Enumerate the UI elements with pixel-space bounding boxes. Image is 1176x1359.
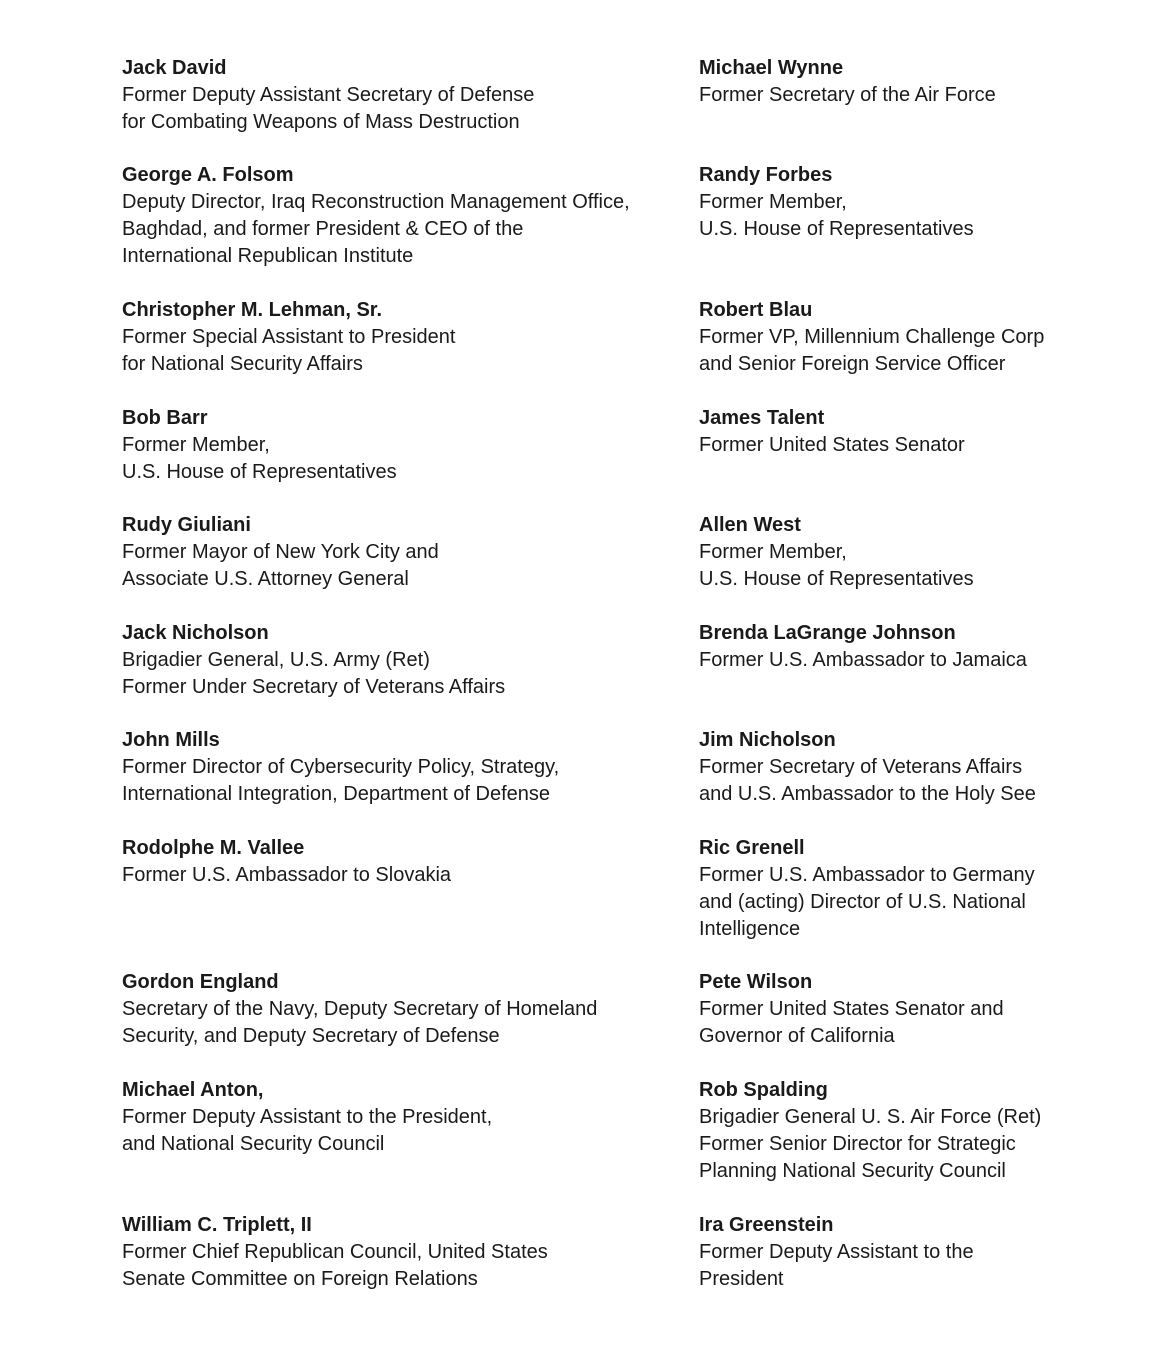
signatory-name: James Talent (699, 407, 825, 429)
signatory-entry (122, 1077, 682, 1158)
signatory-name: Ric Grenell (699, 837, 805, 859)
signatory-title-line: International Republican Institute (122, 245, 414, 267)
signatory-entry (699, 1212, 1159, 1293)
signatory-title-line: Security, and Deputy Secretary of Defense (122, 1025, 500, 1047)
signatory-entry (122, 297, 682, 378)
signatory-title-line: Secretary of the Navy, Deputy Secretary of Homeland (122, 998, 598, 1020)
signatory-title-line: Brigadier General U. S. Air Force (Ret) (699, 1106, 1042, 1128)
signatory-title-line: Former Deputy Assistant Secretary of Defense (122, 84, 535, 106)
signatory-title-line: Former Member, (122, 434, 270, 456)
signatory-entry (122, 55, 682, 136)
signatory-title-line: U.S. House of Representatives (699, 218, 974, 240)
signatory-entry (122, 1212, 682, 1293)
signatory-title-line: Former Deputy Assistant to the President, (122, 1106, 493, 1128)
signatory-title-line: Former Special Assistant to President (122, 326, 456, 348)
signatory-name: Rudy Giuliani (122, 514, 251, 536)
signatory-name: Michael Anton, (122, 1079, 264, 1101)
signatory-title-line: Former U.S. Ambassador to Slovakia (122, 864, 452, 886)
signatory-title-line: Senate Committee on Foreign Relations (122, 1268, 478, 1290)
signatory-title-line: and U.S. Ambassador to the Holy See (699, 783, 1036, 805)
signatory-title-line: Former Senior Director for Strategic (699, 1133, 1016, 1155)
signatory-name: John Mills (122, 729, 220, 751)
signatory-title-line: Associate U.S. Attorney General (122, 568, 409, 590)
signatory-title-line: Former Under Secretary of Veterans Affairs (122, 676, 506, 698)
signatory-name: Allen West (699, 514, 801, 536)
signatory-entry (699, 297, 1159, 378)
signatory-entry (699, 55, 1159, 109)
signatory-title-line: Former Mayor of New York City and (122, 541, 439, 563)
signatory-title-line: Former United States Senator and (699, 998, 1004, 1020)
signatory-title-line: Former Member, (699, 191, 847, 213)
signatory-name: George A. Folsom (122, 164, 294, 186)
signatory-name: Ira Greenstein (699, 1214, 834, 1236)
signatory-name: Jack David (122, 57, 227, 79)
signatory-title-line: International Integration, Department of Defense (122, 783, 551, 805)
signatory-entry (122, 620, 682, 701)
signatory-entry (122, 835, 682, 889)
signatory-entry (122, 512, 682, 593)
signatory-title-line: Former Chief Republican Council, United States (122, 1241, 548, 1263)
signatory-title-line: Former Secretary of the Air Force (699, 84, 996, 106)
signatory-name: Rob Spalding (699, 1079, 828, 1101)
signatory-name: Randy Forbes (699, 164, 833, 186)
signatory-title-line: Former Director of Cybersecurity Policy, Strategy, (122, 756, 560, 778)
signatory-name: William C. Triplett, II (122, 1214, 312, 1236)
signatory-title-line: and Senior Foreign Service Officer (699, 353, 1006, 375)
signatory-entry (122, 162, 682, 270)
signatory-title-line: Planning National Security Council (699, 1160, 1006, 1182)
signatory-title-line: U.S. House of Representatives (122, 461, 397, 483)
signatory-name: Christopher M. Lehman, Sr. (122, 299, 383, 321)
signatory-name: Michael Wynne (699, 57, 844, 79)
signatory-title-line: for National Security Affairs (122, 353, 363, 375)
signatory-title-line: Former VP, Millennium Challenge Corp (699, 326, 1045, 348)
signatory-name: Robert Blau (699, 299, 813, 321)
signatory-entry (699, 835, 1159, 943)
signatory-name: Brenda LaGrange Johnson (699, 622, 956, 644)
signatory-entry (699, 512, 1159, 593)
signatory-entry (122, 405, 682, 486)
signatory-name: Gordon England (122, 971, 279, 993)
signatory-title-line: Baghdad, and former President & CEO of the (122, 218, 524, 240)
signatory-entry (699, 969, 1159, 1050)
signatory-title-line: Former Member, (699, 541, 847, 563)
signatory-entry (699, 727, 1159, 808)
signatory-title-line: Intelligence (699, 918, 801, 940)
signatory-title-line: U.S. House of Representatives (699, 568, 974, 590)
signatory-title-line: Former United States Senator (699, 434, 965, 456)
signatory-name: Rodolphe M. Vallee (122, 837, 305, 859)
signatory-name: Jack Nicholson (122, 622, 269, 644)
signatory-title-line: Former U.S. Ambassador to Jamaica (699, 649, 1027, 671)
signatory-title-line: for Combating Weapons of Mass Destruction (122, 111, 520, 133)
signatory-title-line: Former U.S. Ambassador to Germany (699, 864, 1035, 886)
signatory-name: Bob Barr (122, 407, 208, 429)
signatory-title-line: and National Security Council (122, 1133, 385, 1155)
signatory-title-line: President (699, 1268, 784, 1290)
signatory-title-line: and (acting) Director of U.S. National (699, 891, 1026, 913)
signatory-title-line: Deputy Director, Iraq Reconstruction Management Office, (122, 191, 630, 213)
signatory-title-line: Brigadier General, U.S. Army (Ret) (122, 649, 430, 671)
signatory-name: Jim Nicholson (699, 729, 836, 751)
signatory-entry (699, 405, 1159, 459)
signatory-title-line: Governor of California (699, 1025, 895, 1047)
signatory-title-line: Former Secretary of Veterans Affairs (699, 756, 1023, 778)
signatory-entry (699, 162, 1159, 243)
signatory-name: Pete Wilson (699, 971, 813, 993)
signatory-entry (122, 727, 682, 808)
signatory-entry (699, 1077, 1159, 1185)
signatory-entry (699, 620, 1159, 674)
signatory-entry (122, 969, 682, 1050)
signatory-title-line: Former Deputy Assistant to the (699, 1241, 974, 1263)
